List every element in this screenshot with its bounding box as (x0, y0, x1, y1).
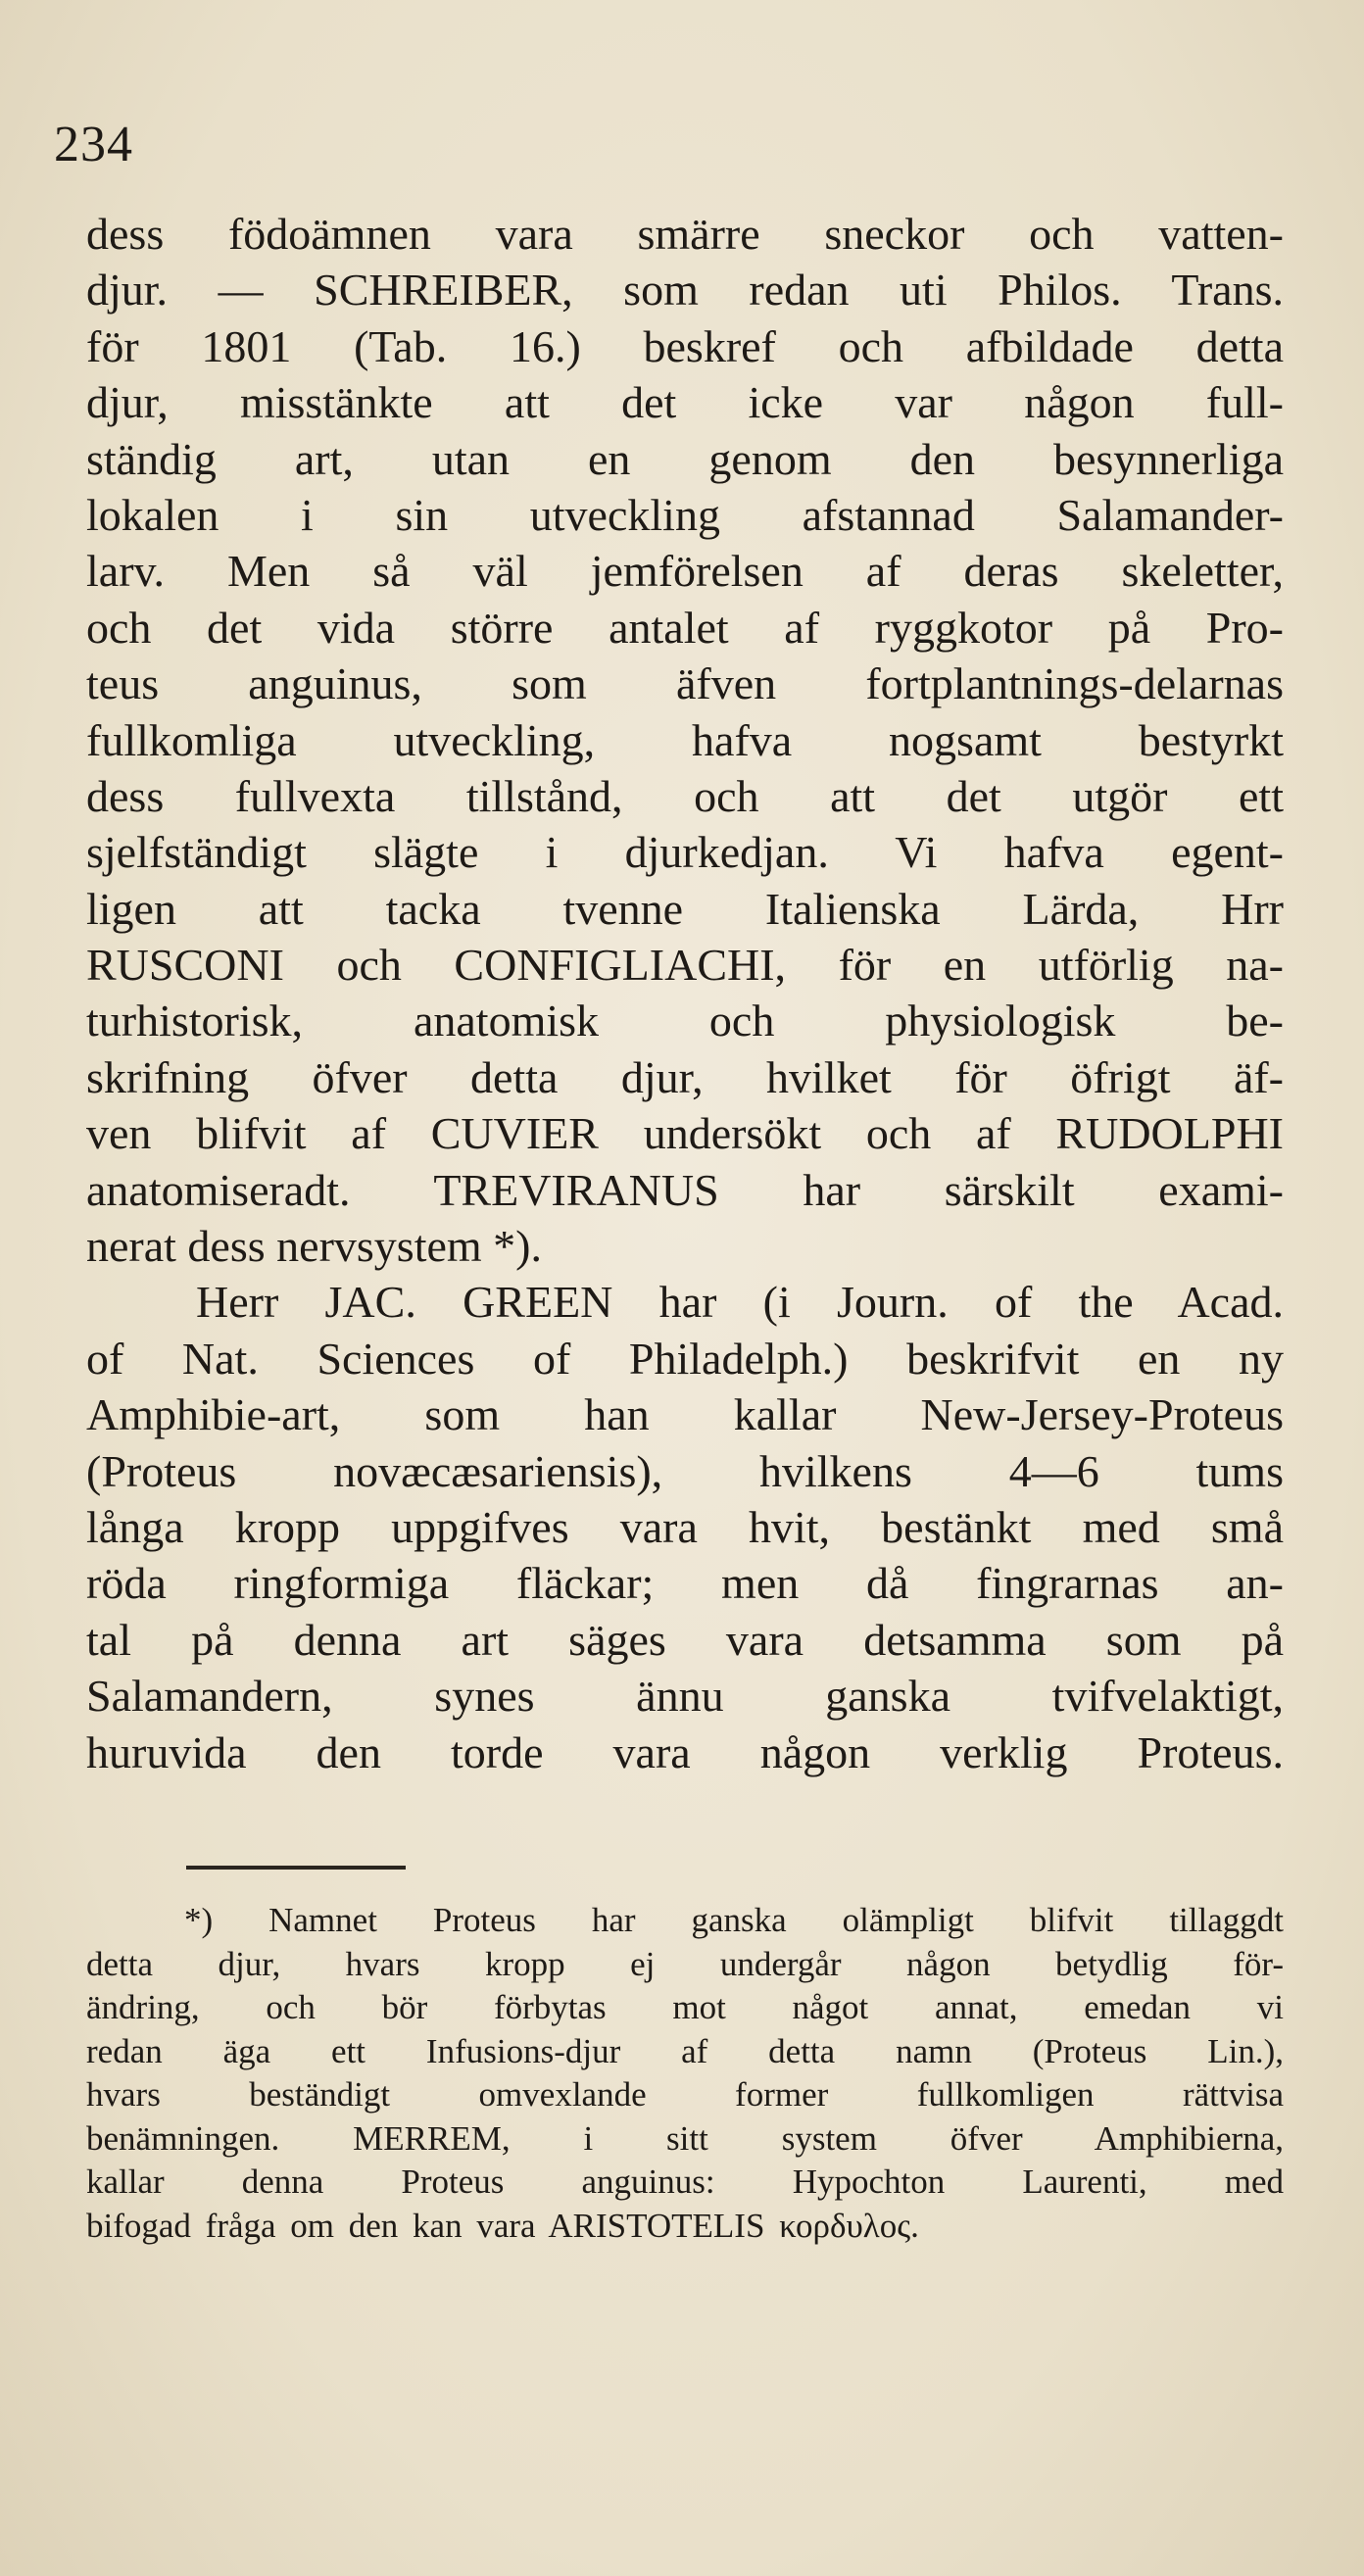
text-line: nerat dess nervsystem *). (86, 1221, 542, 1272)
text-line: dess födoämnen vara smärre sneckor och vatten- (86, 209, 1284, 259)
body-text (86, 206, 1284, 1780)
text-line: djur. — SCHREIBER, som redan uti Philos. Trans. (86, 265, 1284, 316)
text-line: ständig art, utan en genom den besynnerliga (86, 433, 1284, 484)
text-line: ven blifvit af CUVIER undersökt och af RUDOLPHI (86, 1108, 1284, 1159)
text-line: RUSCONI och CONFIGLIACHI, för en utförlig na- (86, 940, 1284, 991)
text-line: tal på denna art säges vara detsamma som på (86, 1614, 1284, 1665)
text-line: (Proteus novæcæsariensis), hvilkens 4—6 tums (86, 1445, 1284, 1496)
footnote (86, 1899, 1284, 2248)
text-line: och det vida större antalet af ryggkotor på Pro- (86, 602, 1284, 653)
text-line: Salamandern, synes ännu ganska tvifvelaktigt, (86, 1671, 1284, 1722)
text-line: turhistorisk, anatomisk och physiologisk be- (86, 996, 1284, 1046)
text-line: för 1801 (Tab. 16.) beskref och afbildade detta (86, 320, 1284, 371)
footnote-line: kallar denna Proteus anguinus: Hypochton Laurenti, med (86, 2163, 1284, 2201)
text-line: fullkomliga utveckling, hafva nogsamt bestyrkt (86, 714, 1284, 765)
text-line: röda ringformiga fläckar; men då fingrarnas an- (86, 1558, 1284, 1609)
text-line: teus anguinus, som äfven fortplantnings-delarnas (86, 658, 1284, 709)
text-line: ligen att tacka tvenne Italienska Lärda, Hrr (86, 883, 1284, 934)
footnote-line: benämningen. MERREM, i sitt system öfver Amphibierna, (86, 2118, 1284, 2158)
footnote-line: hvars beständigt omvexlande former fullkomligen rättvisa (86, 2075, 1284, 2114)
text-line: dess fullvexta tillstånd, och att det utgör ett (86, 770, 1284, 821)
footnote-line: ändring, och bör förbytas mot något annat, emedan vi (86, 1988, 1284, 2026)
text-line: Herr JAC. GREEN har (i Journ. of the Acad. (196, 1277, 1284, 1328)
page-number: 234 (54, 117, 133, 172)
text-line: djur, misstänkte att det icke var någon full- (86, 377, 1284, 428)
text-line: sjelfständigt slägte i djurkedjan. Vi hafva egent- (86, 827, 1284, 878)
text-line: of Nat. Sciences of Philadelph.) beskrifvit en ny (86, 1333, 1284, 1384)
text-line: långa kropp uppgifves vara hvit, bestänkt med små (86, 1501, 1284, 1552)
text-line: anatomiseradt. TREVIRANUS har särskilt exami- (86, 1164, 1284, 1215)
footnote-line: *) Namnet Proteus har ganska olämpligt blifvit tillaggdt (184, 1901, 1284, 1939)
text-line: skrifning öfver detta djur, hvilket för öfrigt äf- (86, 1051, 1284, 1102)
footnote-line: detta djur, hvars kropp ej undergår någon betydlig för- (86, 1944, 1284, 1983)
text-line: Amphibie-art, som han kallar New-Jersey-Proteus (86, 1389, 1284, 1440)
text-line: lokalen i sin utveckling afstannad Salamander- (86, 489, 1284, 540)
text-line: huruvida den torde vara någon verklig Proteus. (86, 1726, 1284, 1777)
footnote-line: redan äga ett Infusions-djur af detta namn (Proteus Lin.), (86, 2031, 1284, 2070)
footnote-line: bifogad fråga om den kan vara ARISTOTELIS κορδυλος. (86, 2206, 919, 2245)
footnote-divider (186, 1866, 406, 1870)
text-line: larv. Men så väl jemförelsen af deras skeletter, (86, 546, 1284, 597)
